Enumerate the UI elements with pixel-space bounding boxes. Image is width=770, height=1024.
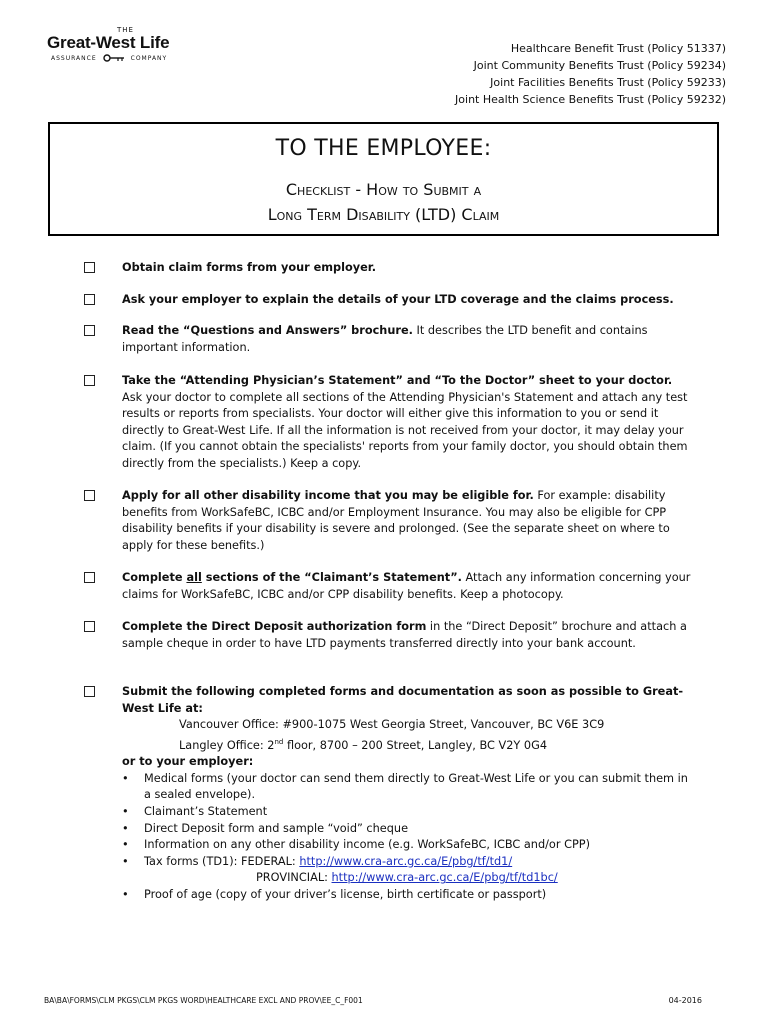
item-text: It describes the LTD benefit and contains important information. (122, 324, 648, 354)
page-subtitle (50, 177, 717, 227)
logo-company: COMPANY (130, 54, 168, 62)
logo-subline (51, 54, 167, 62)
trust-list (455, 40, 726, 108)
title-box (48, 122, 719, 236)
page-title: TO THE EMPLOYEE: (275, 136, 492, 161)
checkbox[interactable] (84, 686, 95, 697)
subtitle-line: Long Term Disability (LTD) Claim (267, 205, 500, 224)
checkbox[interactable] (84, 375, 95, 386)
subtitle-line: Checklist - How to Submit a (285, 180, 482, 199)
footer-date: 04-2016 (668, 996, 702, 1005)
list-item: • Claimant’s Statement (122, 804, 692, 821)
key-icon (103, 54, 125, 62)
checkbox[interactable] (84, 325, 95, 336)
item-text: in the “Direct Deposit” brochure and attach a sample cheque in order to have LTD payments transferred directly into your bank account. (122, 620, 687, 650)
provincial-td1-link[interactable]: http://www.cra-arc.gc.ca/E/pbg/tf/td1bc/ (331, 871, 558, 885)
trust-line: Joint Facilities Benefits Trust (Policy 59233) (490, 76, 726, 89)
item-heading: Complete all sections of the “Claimant’s Statement”. (122, 571, 462, 584)
list-item: • Information on any other disability income (e.g. WorkSafeBC, ICBC and/or CPP) (122, 837, 692, 854)
checkbox[interactable] (84, 294, 95, 305)
federal-td1-link[interactable]: http://www.cra-arc.gc.ca/E/pbg/tf/td1/ (299, 854, 513, 868)
list-item: • Medical forms (your doctor can send them directly to Great-West Life or you can submit them in a sealed envelope). (122, 771, 692, 804)
footer-path: BA\BA\FORMS\CLM PKGS\CLM PKGS WORD\HEALTHCARE EXCL AND PROV\EE_C_F001 (44, 996, 363, 1005)
checkbox[interactable] (84, 572, 95, 583)
item-heading: Complete the Direct Deposit authorization form (122, 620, 427, 633)
list-item: • Direct Deposit form and sample “void” cheque (122, 821, 692, 838)
checkbox[interactable] (84, 621, 95, 632)
item-heading: Obtain claim forms from your employer. (122, 261, 377, 274)
item-heading: Apply for all other disability income that you may be eligible for. (122, 489, 534, 502)
item-heading: Submit the following completed forms and documentation as soon as possible to Great-West Life at: (122, 685, 684, 715)
item-text: Attach any information concerning your claims for WorkSafeBC, ICBC and/or CPP disability benefits. Keep a photocopy. (122, 571, 691, 601)
item-heading: Take the “Attending Physician’s Statement” and “To the Doctor” sheet to your doctor. (122, 374, 673, 387)
trust-line: Joint Health Science Benefits Trust (Policy 59232) (455, 93, 726, 106)
vancouver-address: Vancouver Office: #900-1075 West Georgia Street, Vancouver, BC V6E 3C9 (179, 718, 605, 732)
item-text: Ask your doctor to complete all sections of the Attending Physician's Statement and attach any test results or reports from specialists. Your doctor will either give this information to you or send it directly to Great-West Life. If all the information is not received from your doctor, it may delay your claim. (If you cannot obtain the specialists' reports from your family doctor, you should obtain them directly from the specialists.) Keep a copy. (122, 390, 688, 470)
checkbox[interactable] (84, 262, 95, 273)
logo-the: THE (117, 26, 134, 34)
employer-heading: or to your employer: (122, 755, 254, 769)
langley-address: Langley Office: 2nd floor, 8700 – 200 Street, Langley, BC V2Y 0G4 (179, 737, 548, 752)
logo-assurance: ASSURANCE (51, 54, 97, 62)
checkbox[interactable] (84, 490, 95, 501)
item-heading: Ask your employer to explain the details of your LTD coverage and the claims process. (122, 293, 674, 306)
list-item: • Proof of age (copy of your driver’s license, birth certificate or passport) (122, 887, 692, 904)
list-item: • Tax forms (TD1): FEDERAL: http://www.cra-arc.gc.ca/E/pbg/tf/td1/ (122, 854, 692, 871)
logo-name: Great-West Life (47, 33, 170, 52)
provincial-line: PROVINCIAL: http://www.cra-arc.gc.ca/E/pbg/tf/td1bc/ (256, 871, 558, 885)
item-heading: Read the “Questions and Answers” brochure. (122, 324, 413, 337)
trust-line: Healthcare Benefit Trust (Policy 51337) (510, 42, 726, 55)
trust-line: Joint Community Benefits Trust (Policy 59234) (473, 59, 726, 72)
item-text: For example: disability benefits from WorkSafeBC, ICBC and/or Employment Insurance. You may also be eligible for CPP disability benefits if your disability is severe and prolonged. (See the separate sheet on where to apply for these benefits.) (122, 489, 670, 552)
